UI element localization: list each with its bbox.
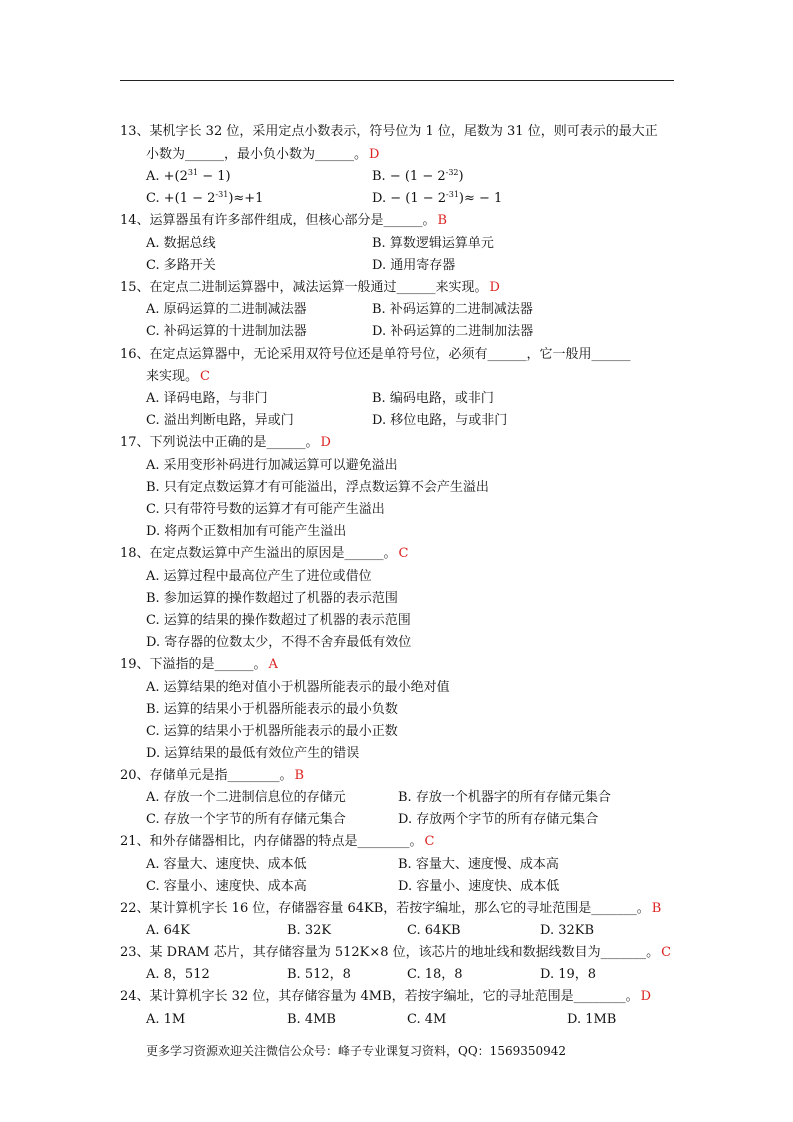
question-22 <box>120 900 661 917</box>
option-17-a: A. 采用变形补码进行加减运算可以避免溢出 <box>146 458 398 473</box>
question-19-text: 19、下溢指的是______。 <box>120 657 267 672</box>
answer-22: B <box>651 901 662 916</box>
question-20-text: 20、存储单元是指________。 <box>120 768 293 783</box>
answer-20: B <box>294 768 305 783</box>
option-14-d: D. 通用寄存器 <box>372 258 456 273</box>
option-24-d: D. 1MB <box>567 1012 617 1027</box>
option-20-a: A. 存放一个二进制信息位的存储元 <box>146 790 346 805</box>
option-14-c: C. 多路开关 <box>146 258 216 273</box>
question-23-text: 23、某 DRAM 芯片，其存储容量为 512K×8 位，该芯片的地址线和数据线数目为_______。 <box>120 945 660 960</box>
answer-13: D <box>369 147 380 162</box>
answer-16: C <box>200 369 210 384</box>
question-17-text: 17、下列说法中正确的是______。 <box>120 435 319 450</box>
option-24-c: C. 4M <box>407 1012 447 1027</box>
option-13-c: C. $+(1 - 2^{-31})\approx+1$ <box>146 190 264 206</box>
option-16-b: B. 编码电路，或非门 <box>372 391 494 406</box>
option-16-c: C. 溢出判断电路，异或门 <box>146 413 294 428</box>
answer-18: C <box>398 546 409 561</box>
option-18-a: A. 运算过程中最高位产生了进位或借位 <box>146 569 372 584</box>
option-24-b: B. 4MB <box>287 1012 336 1027</box>
option-21-a: A. 容量大、速度快、成本低 <box>146 857 307 872</box>
option-13-a: A. $+(2^{31} - 1)$ <box>146 168 231 184</box>
question-22-text: 22、某计算机字长 16 位，存储器容量 64KB，若按字编址，那么它的寻址范围是_______。 <box>120 901 650 916</box>
question-13-line2 <box>146 146 379 163</box>
question-16-text: 16、在定点运算器中，无论采用双符号位还是单符号位，必须有______，它一般用______ <box>120 347 631 362</box>
option-20-d: D. 存放两个字节的所有存储元集合 <box>398 812 599 827</box>
question-23 <box>120 944 671 961</box>
answer-21: C <box>424 834 435 849</box>
question-16-text-2: 来实现。 <box>146 369 199 384</box>
question-15-text: 15、在定点二进制运算器中，减法运算一般通过______来实现。 <box>120 280 488 295</box>
question-21 <box>120 833 435 850</box>
answer-23: C <box>661 945 672 960</box>
header-rule <box>120 80 674 81</box>
option-21-b: B. 容量大、速度慢、成本高 <box>398 857 559 872</box>
answer-17: D <box>320 435 331 450</box>
option-19-a: A. 运算结果的绝对值小于机器所能表示的最小绝对值 <box>146 680 450 695</box>
option-14-a: A. 数据总线 <box>146 236 216 251</box>
question-24 <box>120 988 651 1005</box>
option-22-d: D. 32KB <box>540 923 595 938</box>
question-15 <box>120 279 500 296</box>
answer-14: B <box>437 213 448 228</box>
option-15-a: A. 原码运算的二进制减法器 <box>146 302 307 317</box>
option-17-d: D. 将两个正数相加有可能产生溢出 <box>146 524 347 539</box>
footer-note: 更多学习资源欢迎关注微信公众号：峰子专业课复习资料，QQ：1569350942 <box>146 1044 567 1058</box>
option-19-d: D. 运算结果的最低有效位产生的错误 <box>146 746 360 761</box>
option-13-d: D. − $(1 - 2^{-31})\approx - 1$ <box>372 190 503 206</box>
option-22-b: B. 32K <box>287 923 332 938</box>
option-23-d: D. 19，8 <box>540 967 597 982</box>
option-15-d: D. 补码运算的二进制加法器 <box>372 324 534 339</box>
option-15-c: C. 补码运算的十进制加法器 <box>146 324 307 339</box>
question-13 <box>120 123 658 140</box>
answer-24: D <box>640 989 652 1004</box>
question-16 <box>120 346 631 363</box>
answer-19: A <box>268 657 278 672</box>
option-22-a: A. 64K <box>146 923 190 938</box>
question-19 <box>120 656 278 673</box>
option-15-b: B. 补码运算的二进制减法器 <box>372 302 533 317</box>
option-21-c: C. 容量小、速度快、成本高 <box>146 879 307 894</box>
question-17 <box>120 434 331 451</box>
option-14-b: B. 算数逻辑运算单元 <box>372 236 494 251</box>
option-23-b: B. 512，8 <box>287 967 351 982</box>
option-23-c: C. 18，8 <box>407 967 463 982</box>
question-13-text: 13、某机字长 32 位，采用定点小数表示，符号位为 1 位，尾数为 31 位，则可表示的最大正 <box>120 124 658 139</box>
option-17-c: C. 只有带符号数的运算才有可能产生溢出 <box>146 502 385 517</box>
option-16-d: D. 移位电路，与或非门 <box>372 413 508 428</box>
question-16-line2 <box>146 368 210 385</box>
question-21-text: 21、和外存储器相比，内存储器的特点是________。 <box>120 834 423 849</box>
option-20-c: C. 存放一个字节的所有存储元集合 <box>146 812 346 827</box>
option-20-b: B. 存放一个机器字的所有存储元集合 <box>398 790 611 805</box>
question-14 <box>120 212 447 229</box>
option-19-c: C. 运算的结果小于机器所能表示的最小正数 <box>146 724 398 739</box>
option-16-a: A. 译码电路，与非门 <box>146 391 268 406</box>
question-18-text: 18、在定点数运算中产生溢出的原因是______。 <box>120 546 397 561</box>
option-24-a: A. 1M <box>146 1012 186 1027</box>
option-18-b: B. 参加运算的操作数超过了机器的表示范围 <box>146 591 398 606</box>
option-19-b: B. 运算的结果小于机器所能表示的最小负数 <box>146 702 398 717</box>
question-14-text: 14、运算器虽有许多部件组成，但核心部分是______。 <box>120 213 436 228</box>
option-13-b: B. − $(1 - 2^{-32})$ <box>372 168 464 184</box>
option-23-a: A. 8，512 <box>146 967 210 982</box>
option-21-d: D. 容量小、速度快、成本低 <box>398 879 560 894</box>
question-24-text: 24、某计算机字长 32 位，其存储容量为 4MB，若按字编址，它的寻址范围是________。 <box>120 989 639 1004</box>
option-22-c: C. 64KB <box>407 923 461 938</box>
option-18-d: D. 寄存器的位数太少，不得不舍弃最低有效位 <box>146 635 412 650</box>
answer-15: D <box>489 280 500 295</box>
option-17-b: B. 只有定点数运算才有可能溢出，浮点数运算不会产生溢出 <box>146 480 489 495</box>
question-20 <box>120 767 304 784</box>
option-18-c: C. 运算的结果的操作数超过了机器的表示范围 <box>146 613 411 628</box>
question-18 <box>120 545 409 562</box>
question-13-text-2: 小数为______，最小负小数为______。 <box>146 147 368 162</box>
